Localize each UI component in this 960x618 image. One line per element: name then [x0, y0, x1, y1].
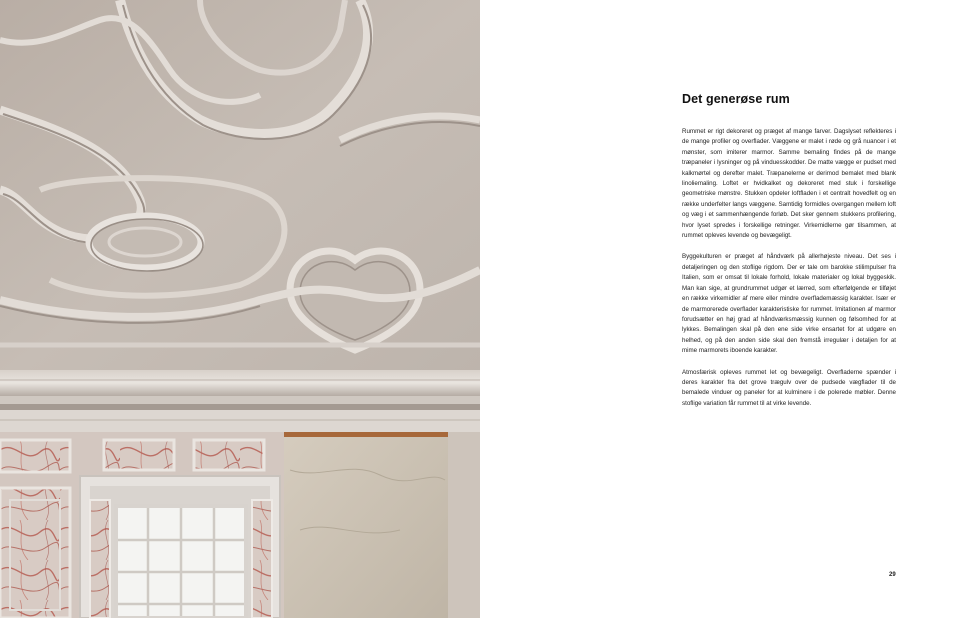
- cornice: [0, 370, 480, 396]
- paragraph: Byggekulturen er præget af håndværk på allerhøjeste niveau. Det ses i detaljeringen og den stoflige rigdom. Der er tale om barokke stilimpulser fra Italien, som er omsat til lokale forhold, lokale materialer og lokal byggeskik. Man kan sige, at grundrummet udgør et lærred, som efterfølgende er tilføjet en række virkemidler af mere eller mindre overflademæssig karakter. Især er de marmorerede overflader karakteristiske for rummet. Imitationen af marmor forudsætter en høj grad af håndværksmæssig kunnen og følsomhed for at lykkes. Bemalingen skal på den ene side virke ensartet for at udgøre en helhed, og på den anden side skal den fremstå irregulær i detaljen for at mime marmorets iboende karakter.: [682, 253, 896, 355]
- text-page: [480, 0, 960, 618]
- oval-medallion: [89, 216, 201, 268]
- paragraph: Rummet er rigt dekoreret og præget af mange farver. Dagslyset reflekteres i de mange profiler og overflader. Væggene er malet i røde og grå nuancer i et mønster, som imiterer marmor. Samme bemaling findes på de mange træpaneler i lysninger og på vinduesskodder. De matte vægge er pudset med kalkmørtel og derefter malet. Træpanelerne er derimod bemalet med blank linoliemaling. Loftet er hvidkalket og dekoreret med stuk i forskellige geometriske mønstre. Stukken opdeler loftfladen i et centralt hovedfelt og en række underfelter langs væggene. Samtidig formidles overgangen mellem loft og væg i et sammenhængende forløb. Det sker gennem stukkens profilering, hvor lyset spredes i forskellige retninger. Virkemidlerne gør tilsammen, at rummet opleves levende og bevægeligt.: [682, 128, 896, 240]
- plaster-wall: [284, 434, 448, 618]
- section-heading: Det generøse rum: [682, 92, 790, 106]
- marble-panel: [0, 440, 70, 472]
- body-text: [682, 127, 896, 420]
- page-number: 29: [889, 572, 896, 578]
- paragraph: Atmosfærisk opleves rummet let og bevægeligt. Overfladerne spænder i deres karakter fra det grove trægulv over de pudsede vægflader til de bemalede vinduer og paneler for at kulminere i de polerede møbler. Denne stoflige variation får rummet til at virke levende.: [682, 368, 896, 407]
- shutter-left: [90, 500, 110, 618]
- shutter-right: [252, 500, 272, 618]
